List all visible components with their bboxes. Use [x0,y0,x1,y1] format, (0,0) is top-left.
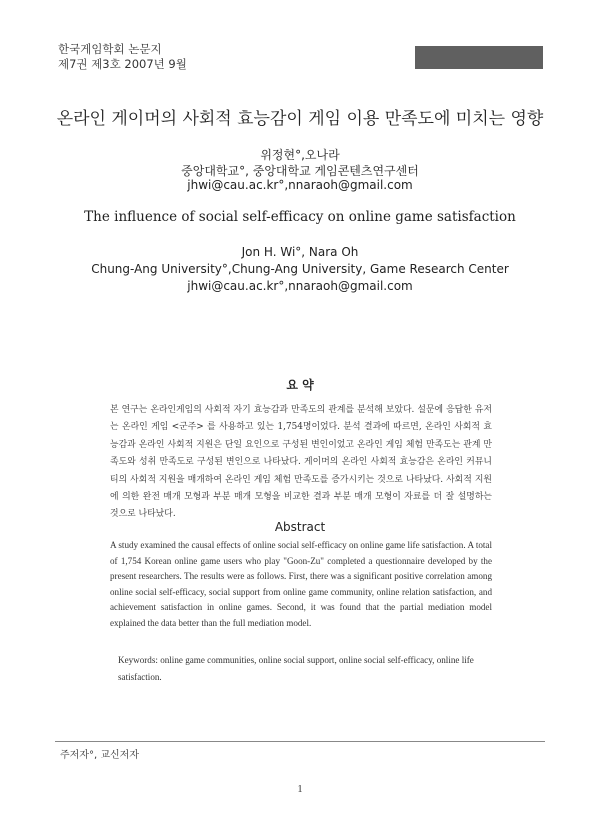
footnote: 주저자°, 교신저자 [60,750,139,761]
emails-korean: jhwi@cau.ac.kr°,nnaraoh@gmail.com [187,178,413,192]
abstract-english: A study examined the causal effects of online social self-efficacy on online game life satisfaction. A total of 1,754 Korean online game users who play "Goon-Zu" completed a questionnaire developed by the present researchers. The results were as follows. First, there was a significant positive correlation among online social self-efficacy, social support from online game community, online relation satisfaction, and achievement satisfaction in online games. Second, it was found that the partial mediation model explained the data better than the full mediation model. [110,540,492,628]
summary-korean: 본 연구는 온라인게임의 사회적 자기 효능감과 만족도의 관계를 분석해 보았다. 설문에 응답한 유저는 온라인 게임 <군주> 를 사용하고 있는 1,754명이었다. 분석 결과에 따르면, 온라인 사회적 효능감과 온라인 사회적 지원은 단일 요인으로 구성된 변인이었고 온라인 게임 체험 만족도는 관계 만족도와 성취 만족도로 구성된 변인으로 나타났다. 게이머의 온라인 사회적 효능감은 온라인 커뮤니티의 사회적 지원을 매개하여 온라인 게임 체험 만족도를 증가시키는 것으로 나타났다. 사회적 지원에 의한 완전 매개 모형과 부분 매개 모형을 비교한 결과 부분 매개 모형이 자료를 더 잘 설명하는 것으로 나타났다. [110,405,492,520]
header-decoration-box [415,46,543,69]
journal-header [58,42,187,72]
emails-english: jhwi@cau.ac.kr°,nnaraoh@gmail.com [187,279,413,293]
keywords-block [118,652,498,686]
affiliation-english: Chung-Ang University°,Chung-Ang University, Game Research Center [91,262,509,276]
page-number: 1 [297,784,303,795]
authors-korean: 위정현°,오나라 [260,148,340,162]
journal-issue: 제7권 제3호 2007년 9월 [58,57,187,71]
paper-title-korean: 온라인 게이머의 사회적 효능감이 게임 이용 만족도에 미치는 영향 [56,109,544,129]
journal-name: 한국게임학회 논문지 [58,42,162,56]
footnote-divider [55,741,545,742]
paper-title-english: The influence of social self-efficacy on online game satisfaction [84,209,516,225]
keywords-list: online game communities, online social support, online social self-efficacy, online life satisfaction. [118,655,474,682]
affiliation-korean: 중앙대학교°, 중앙대학교 게임콘텐츠연구센터 [181,164,419,178]
authors-english: Jon H. Wi°, Nara Oh [241,245,359,259]
abstract-heading: Abstract [274,520,326,534]
summary-heading: 요 약 [286,378,314,392]
keywords-label: Keywords: [118,655,158,665]
